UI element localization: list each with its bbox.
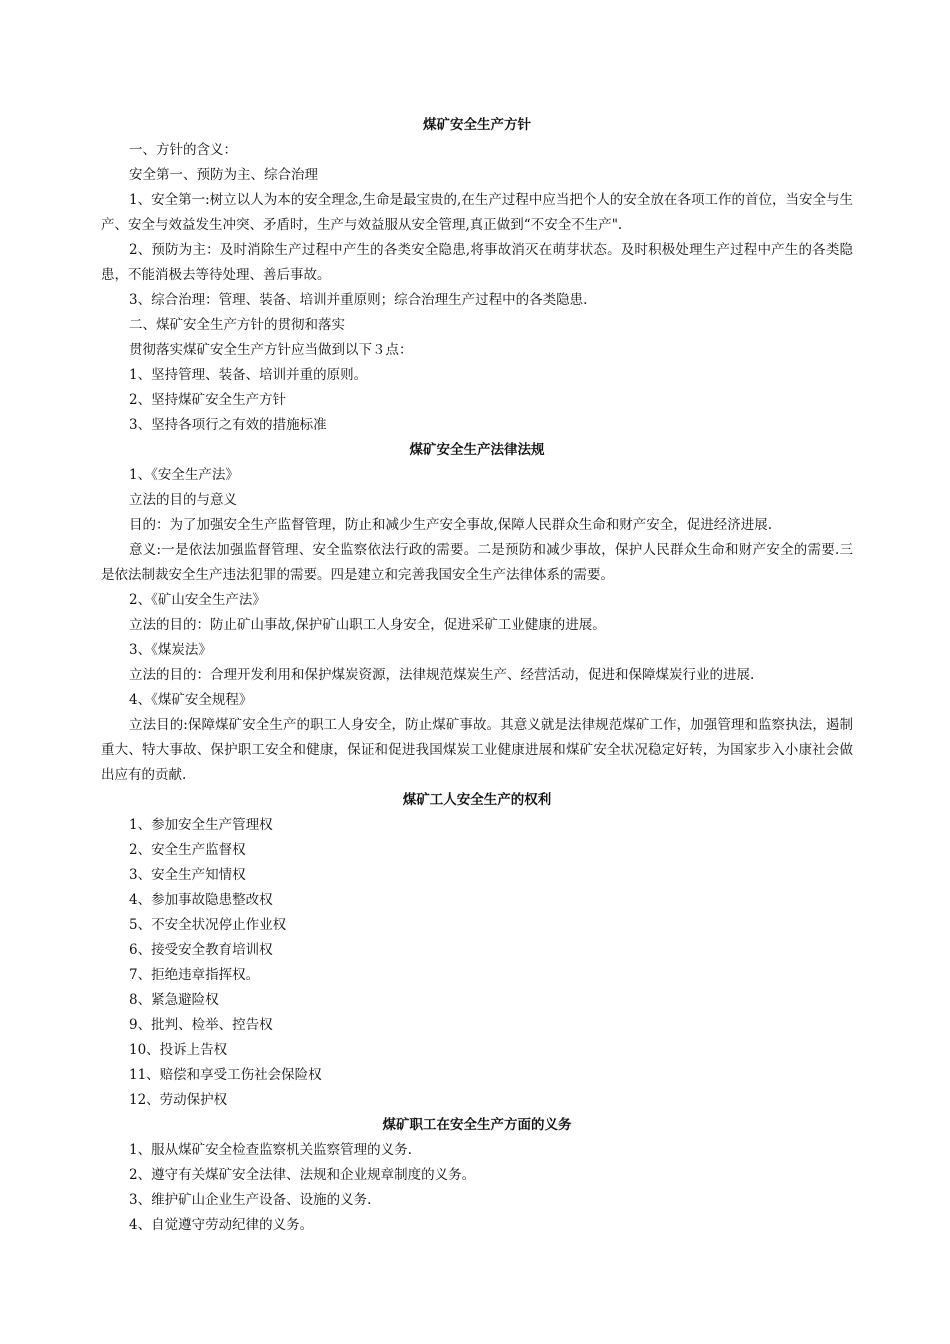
- list-item: 2、遵守有关煤矿安全法律、法规和企业规章制度的义务。: [129, 1167, 476, 1183]
- list-item: 3、维护矿山企业生产设备、设施的义务.: [129, 1192, 372, 1208]
- list-item: 11、赔偿和享受工伤社会保险权: [129, 1067, 322, 1083]
- paragraph: 1、安全第一:树立以人为本的安全理念,生命是最宝贵的,在生产过程中应当把个人的安全放在各项工作的首位，当安全与生产、安全与效益发生冲突、矛盾时，生产与效益服从安全管理,真正做到“不安全不生产".: [101, 192, 853, 233]
- list-item: 1、参加安全生产管理权: [129, 817, 273, 833]
- paragraph: 4、《煤矿安全规程》: [129, 692, 253, 708]
- list-item: 1、服从煤矿安全检查监察机关监察管理的义务.: [129, 1142, 412, 1158]
- paragraph: 意义:一是依法加强监督管理、安全监察依法行政的需要。二是预防和减少事故，保护人民群众生命和财产安全的需要.三是依法制裁安全生产违法犯罪的需要。四是建立和完善我国安全生产法律体系的需要。: [101, 542, 853, 583]
- paragraph: 二、煤矿安全生产方针的贯彻和落实: [129, 317, 345, 333]
- section-title: 煤矿安全生产方针: [423, 117, 531, 133]
- paragraph: 安全第一、预防为主、综合治理: [129, 167, 318, 183]
- list-item: 8、紧急避险权: [129, 992, 219, 1008]
- section-title: 煤矿工人安全生产的权利: [402, 792, 552, 808]
- paragraph: 1、坚持管理、装备、培训并重的原则。: [129, 367, 368, 383]
- paragraph: 立法的目的：合理开发利用和保护煤炭资源，法律规范煤炭生产、经营活动，促进和保障煤炭行业的进展.: [129, 667, 755, 683]
- paragraph: 一、方针的含义：: [129, 142, 237, 158]
- list-item: 9、批判、检举、控告权: [129, 1017, 273, 1033]
- list-item: 2、安全生产监督权: [129, 842, 246, 858]
- list-item: 4、自觉遵守劳动纪律的义务。: [129, 1217, 314, 1233]
- section-title: 煤矿职工在安全生产方面的义务: [382, 1117, 572, 1133]
- paragraph: 3、《煤炭法》: [129, 642, 212, 658]
- paragraph: 立法的目的与意义: [129, 492, 237, 508]
- paragraph: 2、预防为主：及时消除生产过程中产生的各类安全隐患,将事故消灭在萌芽状态。及时积极处理生产过程中产生的各类隐患，不能消极去等待处理、善后事故。: [101, 242, 853, 283]
- paragraph: 1、《安全生产法》: [129, 467, 239, 483]
- document-page: [101, 113, 853, 1238]
- list-item: 7、拒绝违章指挥权。: [129, 967, 260, 983]
- paragraph: 目的：为了加强安全生产监督管理，防止和减少生产安全事故,保障人民群众生命和财产安全，促进经济进展.: [129, 517, 773, 533]
- list-item: 6、接受安全教育培训权: [129, 942, 273, 958]
- section-title: 煤矿安全生产法律法规: [409, 442, 545, 458]
- list-item: 5、不安全状况停止作业权: [129, 917, 287, 933]
- list-item: 3、安全生产知情权: [129, 867, 246, 883]
- list-item: 10、投诉上告权: [129, 1042, 228, 1058]
- paragraph: 立法的目的：防止矿山事故,保护矿山职工人身安全，促进采矿工业健康的进展。: [129, 617, 606, 633]
- paragraph: 2、《矿山安全生产法》: [129, 592, 266, 608]
- list-item: 12、劳动保护权: [129, 1092, 228, 1108]
- paragraph: 3、综合治理：管理、装备、培训并重原则；综合治理生产过程中的各类隐患.: [129, 292, 588, 308]
- paragraph: 2、坚持煤矿安全生产方针: [129, 392, 287, 408]
- paragraph: 贯彻落实煤矿安全生产方针应当做到以下３点：: [129, 342, 413, 358]
- paragraph: 3、坚持各项行之有效的措施标准: [129, 417, 327, 433]
- list-item: 4、参加事故隐患整改权: [129, 892, 273, 908]
- paragraph: 立法目的:保障煤矿安全生产的职工人身安全，防止煤矿事故。其意义就是法律规范煤矿工作，加强管理和监察执法，遏制重大、特大事故、保护职工安全和健康，保证和促进我国煤炭工业健康进展和煤矿安全状况稳定好转，为国家步入小康社会做出应有的贡献.: [101, 717, 853, 783]
